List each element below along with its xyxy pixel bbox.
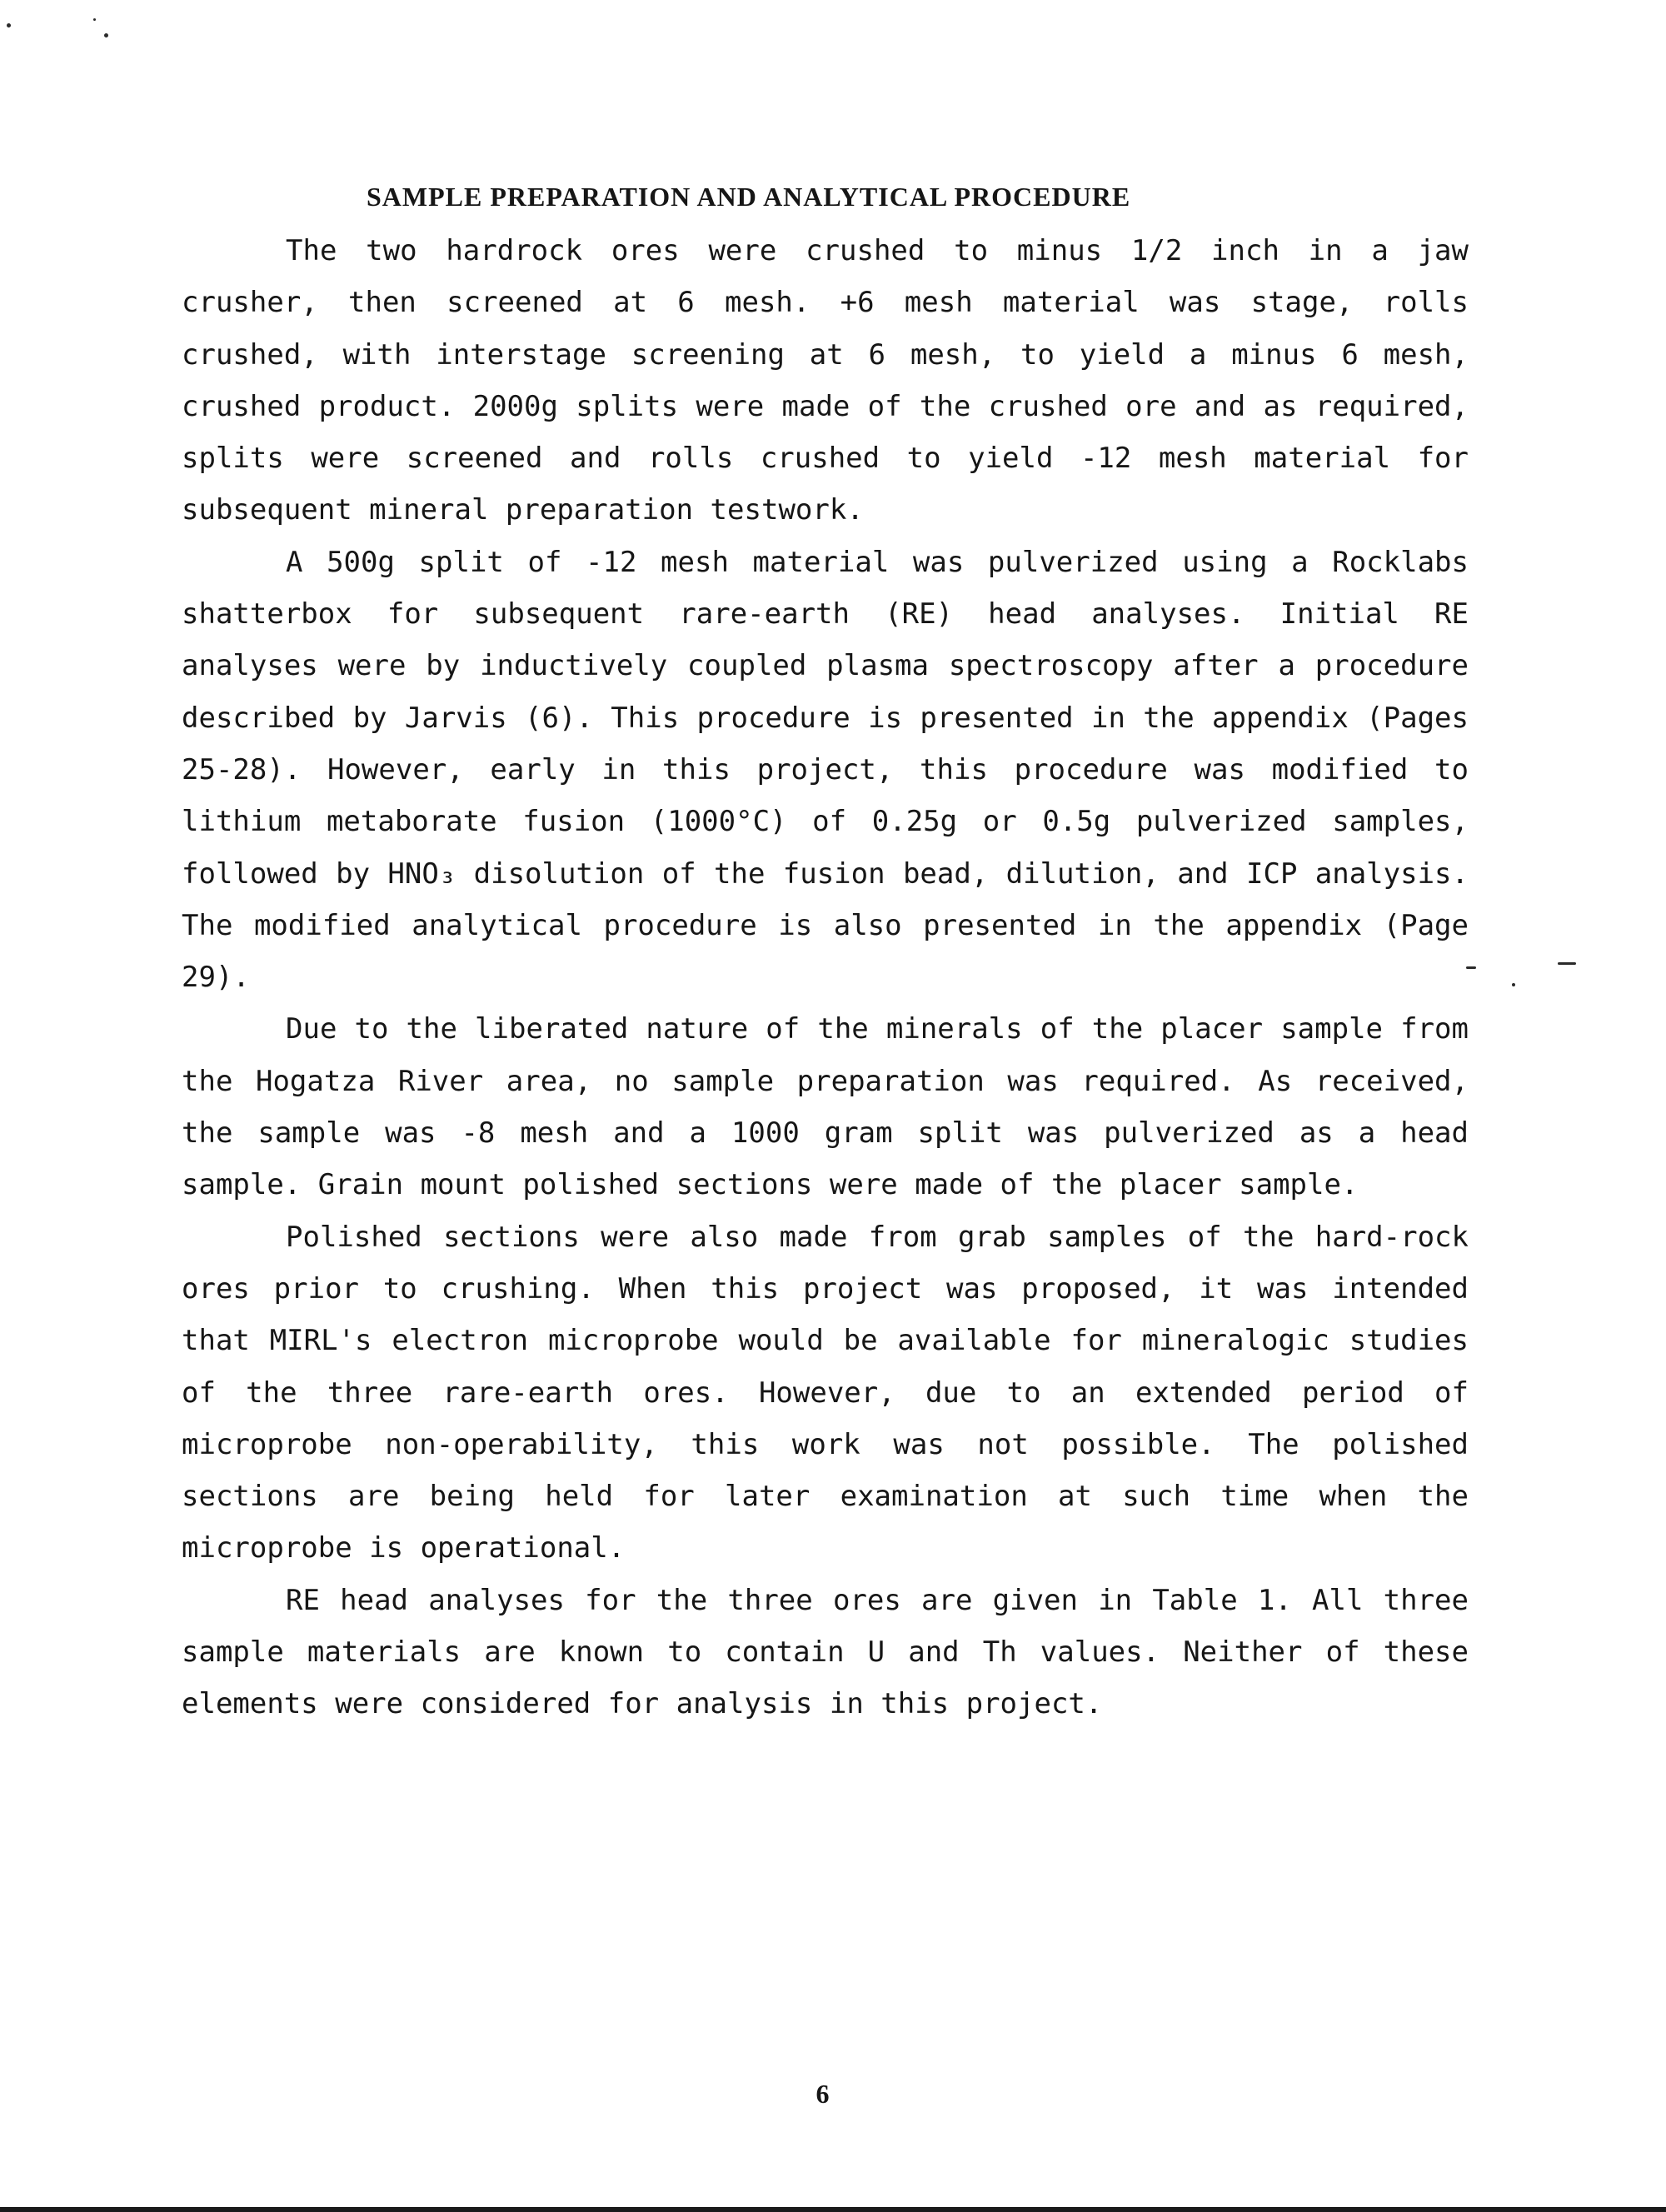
scan-speck bbox=[104, 33, 108, 37]
paragraph-crushing: The two hardrock ores were crushed to minus 1/2 inch in a jaw crusher, then screened at 6 mesh. +6 mesh material was stage, rolls crushed, with interstage screening at 6 mesh, to yield a minus 6 mesh, crushed product. 2000g splits were made of the crushed ore and as required, splits were screened and rolls crushed to yield -12 mesh material for subsequent mineral preparation testwork. bbox=[182, 234, 1469, 527]
paragraph-polished-sections: Polished sections were also made from grab samples of the hard-rock ores prior to crushing. When this project was proposed, it was intended that MIRL's electron microprobe would be available for mineralogic studies of the three rare-earth ores. However, due to an extended period of microprobe non-operability, this work was not possible. The polished sections are being held for later examination at such time when the microprobe is operational. bbox=[182, 1220, 1469, 1565]
scan-speck bbox=[1558, 962, 1576, 965]
body-text bbox=[182, 225, 1469, 1730]
scan-speck bbox=[1512, 983, 1515, 986]
paragraph-placer-sample: Due to the liberated nature of the minerals of the placer sample from the Hogatza River area, no sample preparation was required. As received, the sample was -8 mesh and a 1000 gram split was pulverized as a head sample. Grain mount polished sections were made of the placer sample. bbox=[182, 1012, 1469, 1202]
section-heading: SAMPLE PREPARATION AND ANALYTICAL PROCEDURE bbox=[367, 182, 1131, 212]
page-number: 6 bbox=[816, 2079, 830, 2109]
scan-edge bbox=[0, 2207, 1666, 2212]
scan-speck bbox=[93, 18, 96, 21]
paragraph-head-analyses: RE head analyses for the three ores are given in Table 1. All three sample materials are known to contain U and Th values. Neither of these elements were considered for analysis in this project. bbox=[182, 1583, 1469, 1721]
paragraph-analysis-procedure: A 500g split of -12 mesh material was pulverized using a Rocklabs shatterbox for subsequent rare-earth (RE) head analyses. Initial RE analyses were by inductively coupled plasma spectroscopy after a procedure described by Jarvis (6). This procedure is presented in the appendix (Pages 25-28). However, early in this project, this procedure was modified to lithium metaborate fusion (1000°C) of 0.25g or 0.5g pulverized samples, followed by HNO₃ disolution of the fusion bead, dilution, and ICP analysis. The modified analytical procedure is also presented in the appendix (Page 29). bbox=[182, 545, 1469, 995]
scan-speck bbox=[7, 23, 11, 27]
scan-speck bbox=[1466, 966, 1476, 969]
